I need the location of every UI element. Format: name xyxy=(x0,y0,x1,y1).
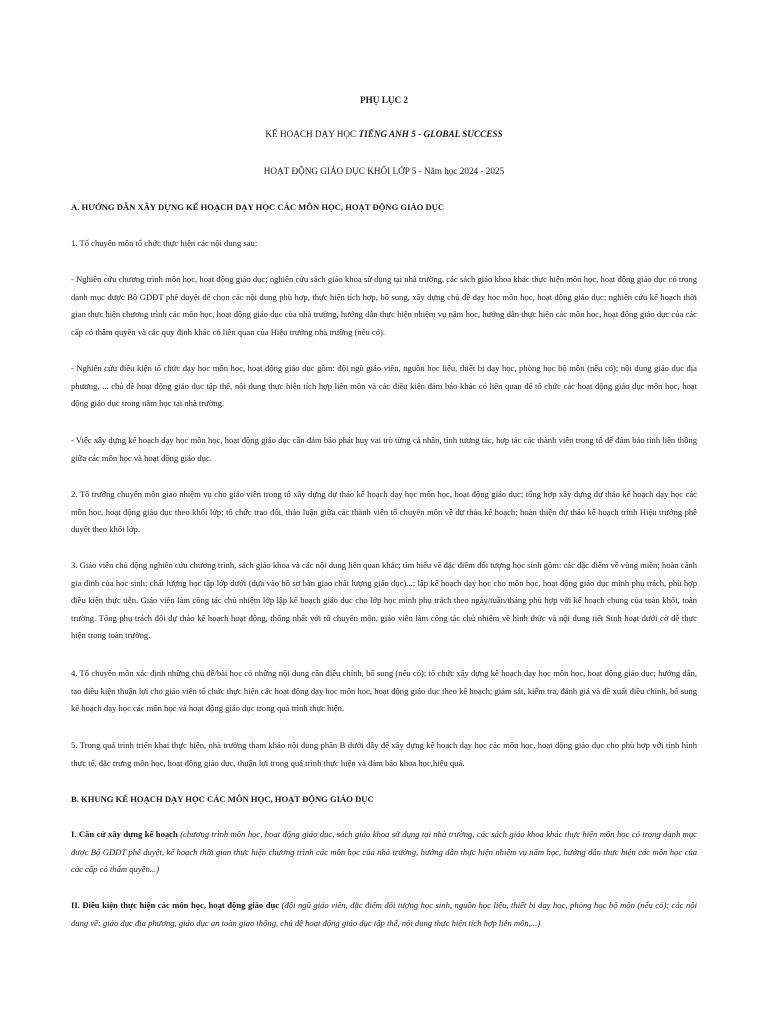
plan-title-plain: KẾ HOẠCH DẠY HỌC xyxy=(265,129,359,139)
appendix-title: PHỤ LỤC 2 xyxy=(360,95,408,105)
paragraph-8: 5. Trong quá trình triển khai thực hiện, nhà trường tham khảo nội dung phần B dưới đây để xây dựng kế hoạch dạy học các môn học, hoạt động giáo dục cho phù hợp với tình hình thực tế, đặc trưng môn học, hoạt động giáo dục, thuận lợi trong quá trình thực hiện và đảm bảo khoa học,hiệu quả. xyxy=(71,740,697,768)
section-b-item-1 xyxy=(71,826,697,879)
paragraph-4: - Việc xây dựng kế hoạch dạy học môn học, hoạt động giáo dục cần đảm bảo phát huy vai trò từng cá nhân, tính tương tác, hợp tác các thành viên trong tổ để đảm bảo tính liên thông giữa các môn học và hoạt động giáo dục. xyxy=(71,435,697,463)
paragraph-7: 4. Tổ chuyên môn xác định những chủ đề/bài học có những nội dung cần điều chỉnh, bổ sung (nếu có); tổ chức xây dựng kế hoạch dạy học môn học, hoạt động giáo dục; hướng dẫn, tạo điều kiện thuận lợi cho giáo viên tổ chức thực hiện các hoạt động dạy học môn học, hoạt động giáo dục theo kế hoạch; giám sát, kiểm tra, đánh giá và đề xuất điều chỉnh, bổ sung kế hoạch dạy học các môn học và hoạt động giáo dục trong quá trình thực hiện. xyxy=(71,668,697,714)
section-a-heading: A. HƯỚNG DẪN XÂY DỰNG KẾ HOẠCH DẠY HỌC CÁC MÔN HỌC, HOẠT ĐỘNG GIÁO DỤC xyxy=(71,202,445,212)
section-b-item-2 xyxy=(71,897,697,932)
item-1-description: (chương trình môn học, hoạt động giáo dục, sách giáo khoa sử dụng tại nhà trường, các sách giáo khoa khác thực hiện môn học có trong danh mục được Bộ GDĐT phê duyệt, kế hoạch thời gian thực hiện chương trình các môn học của nhà trường, hướng dẫn thực hiện nhiệm vụ năm học, hướng dẫn thực hiện các môn học của các cấp có thẩm quyền...) xyxy=(71,829,697,875)
item-2-label: II. Điều kiện thực hiện các môn học, hoạt động giáo dục xyxy=(71,900,280,910)
paragraph-1: 1. Tổ chuyên môn tổ chức thực hiện các nội dung sau: xyxy=(71,238,258,248)
plan-title-subject: TIẾNG ANH 5 - GLOBAL SUCCESS xyxy=(358,129,503,139)
paragraph-3: - Nghiên cứu điều kiện tổ chức dạy học môn học, hoạt động giáo dục gồm: đội ngũ giáo viên, nguồn học liệu, thiết bị dạy học, phòng học bộ môn (nếu có); nội dung giáo dục địa phương, ... chủ đề hoạt động giáo dục tập thể, nội dung thực hiện tích hợp liên môn và các điều kiện đảm bảo khác có liên quan để tổ chức các hoạt động giáo dục môn học, hoạt động giáo dục trong năm học tại nhà trường. xyxy=(71,363,697,409)
paragraph-6: 3. Giáo viên chủ động nghiên cứu chương trình, sách giáo khoa và các nội dung liên quan khác; tìm hiểu về đặc điểm đối tượng học sinh gồm: các đặc điểm về vùng miền; hoàn cảnh gia đình của học sinh; chất lượng học tập lớp dưới (dựa vào hồ sơ bàn giao chất lượng giáo dục)...; lập kế hoạch dạy học cho môn học, hoạt động giáo dục mình phụ trách, phù hợp điều kiện thực tiễn. Giáo viên làm công tác chủ nhiệm lớp lập kế hoạch giáo dục cho lớp học mình phụ trách theo ngày/tuần/tháng phù hợp với kế hoạch chung của toàn khối, toàn trường. Tổng phụ trách đội dự thảo kế hoạch hoạt động, thống nhất với tổ chuyên môn, giáo viên làm công tác chủ nhiệm về hình thức và nội dung tiết Sinh hoạt dưới cờ để thực hiện trong toàn trường. xyxy=(71,560,697,641)
section-b-heading: B. KHUNG KẾ HOẠCH DẠY HỌC CÁC MÔN HỌC, HOẠT ĐỘNG GIÁO DỤC xyxy=(71,794,374,804)
activity-title: HOẠT ĐỘNG GIÁO DỤC KHỐI LỚP 5 - Năm học 2024 - 2025 xyxy=(263,166,505,176)
item-2-description: (đội ngũ giáo viên, đặc điểm đối tượng học sinh, nguồn học liệu, thiết bị dạy học, phòng học bộ môn (nếu có); các nội dung về: giáo dục địa phương, giáo dục an toàn giao thông, chủ đề hoạt động giáo dục tập thể, nội dung thực hiện tích hợp liên môn,...) xyxy=(71,900,697,928)
plan-title xyxy=(0,129,768,139)
paragraph-5: 2. Tổ trưởng chuyên môn giao nhiệm vụ cho giáo viên trong tổ xây dựng dự thảo kế hoạch dạy học môn học, hoạt động giáo dục; tổng hợp xây dựng dự thảo kế hoạch dạy học các môn học, hoạt động giáo dục theo khối lớp; tổ chức trao đổi, thảo luận giữa các thành viên tổ chuyên môn về dự thảo kế hoạch; hoàn thiện dự thảo kế hoạch trình Hiệu trưởng phê duyệt theo khối lớp. xyxy=(71,489,697,535)
item-1-label: I. Căn cứ xây dựng kế hoạch xyxy=(71,829,178,839)
paragraph-2: - Nghiên cứu chương trình môn học, hoạt động giáo dục; nghiên cứu sách giáo khoa sử dụng tại nhà trường, các sách giáo khoa khác thực hiện môn học, hoạt động giáo dục có trong danh mục được Bộ GDĐT phê duyệt để chọn các nội dung phù hợp, thực hiện tích hợp, bổ sung, xây dựng chủ đề dạy học môn học, hoạt động giáo dục; nghiên cứu kế hoạch thời gian thực hiện chương trình các môn học, hoạt động giáo dục của nhà trường, hướng dẫn thực hiện nhiệm vụ năm học, hướng dẫn thực hiện các môn học, hoạt động giáo dục của các cấp có thẩm quyền và các quy định khác có liên quan của Hiệu trưởng nhà trường (nếu có). xyxy=(71,274,697,337)
